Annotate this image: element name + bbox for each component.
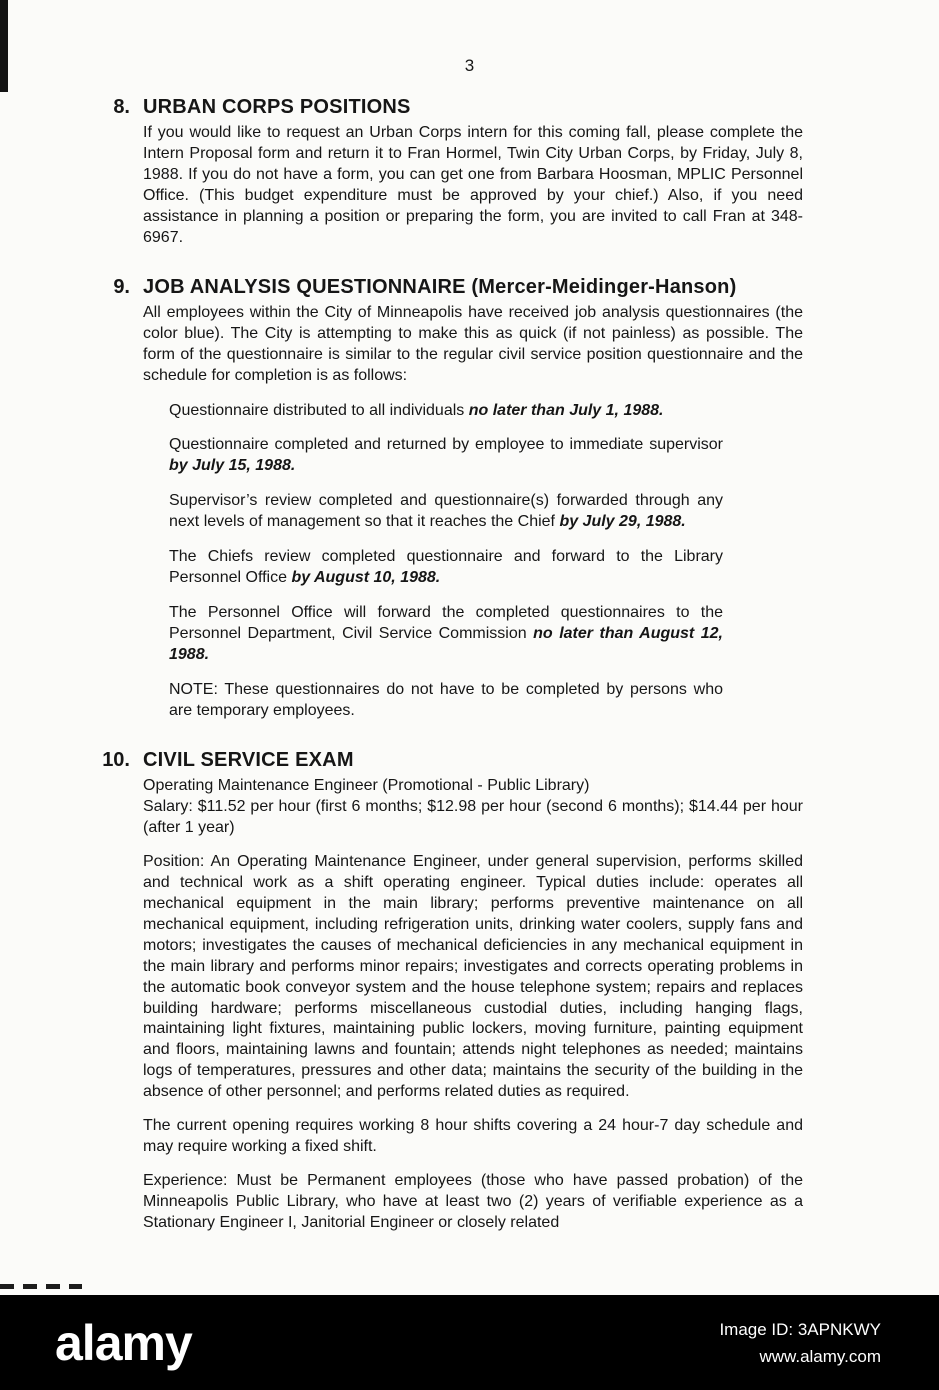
section-title: URBAN CORPS POSITIONS xyxy=(143,96,411,118)
page-content xyxy=(102,96,803,1261)
section-number: 8. xyxy=(113,96,130,118)
section-civil-service-exam xyxy=(102,748,803,1234)
alamy-watermark-bar xyxy=(0,1295,939,1390)
schedule-item xyxy=(169,401,723,422)
image-id-text: Image ID: 3APNKWY xyxy=(719,1319,881,1339)
position-name-line: Operating Maintenance Engineer (Promotional - Public Library) xyxy=(143,776,590,794)
schedule-item-deadline: by August 10, 1988. xyxy=(291,569,441,587)
schedule-item-text: The Personnel Office will forward the completed questionnaires to the Personnel Department, Civil Service Commission xyxy=(169,604,723,643)
schedule-item-deadline: no later than July 1, 1988. xyxy=(468,401,664,419)
salary-line: Salary: $11.52 per hour (first 6 months; $12.98 per hour (second 6 months); $14.44 per hour (after 1 year) xyxy=(143,797,803,836)
section-title: CIVIL SERVICE EXAM xyxy=(143,748,354,771)
alamy-url-text: www.alamy.com xyxy=(759,1346,881,1366)
schedule-item-text: Supervisor’s review completed and questionnaire(s) forwarded through any next levels of management so that it reaches the Chief xyxy=(169,492,723,531)
alamy-logo: alamy xyxy=(55,1314,192,1371)
page-number: 3 xyxy=(464,56,475,75)
experience-paragraph: Experience: Must be Permanent employees (those who have passed probation) of the Minneapolis Public Library, who have at least two (2) years of verifiable experience as a Stationary Engineer I, Janitorial Engineer or closely related xyxy=(143,1172,803,1232)
section-body: If you would like to request an Urban Corps intern for this coming fall, please complete the Intern Proposal form and return it to Fran Hormel, Twin City Urban Corps, by Friday, July 8, 1988. If you do not have a form, you can get one from Barbara Hoosman, MPLIC Personnel Office. (This budget expenditure must be approved by your chief.) Also, if you need assistance in planning a position or preparing the form, you are invited to call Fran at 348-6967. xyxy=(143,124,803,246)
schedule-item-deadline: no later than August 12, 1988. xyxy=(169,625,723,664)
schedule-item xyxy=(169,435,723,477)
schedule-item-text: Questionnaire distributed to all individuals xyxy=(169,401,469,419)
schedule-item-deadline: by July 29, 1988. xyxy=(559,513,686,531)
schedule-item xyxy=(169,547,723,589)
watermark-meta xyxy=(719,1316,881,1370)
section-title: JOB ANALYSIS QUESTIONNAIRE (Mercer-Meidinger-Hanson) xyxy=(143,275,737,298)
section-intro: All employees within the City of Minneapolis have received job analysis questionnaires (the color blue). The City is attempting to make this as quick (if not painless) as possible. The form of the questionnaire is similar to the regular civil service position questionnaire and the schedule for completion is as follows: xyxy=(143,303,803,384)
schedule-item xyxy=(169,491,723,533)
section-number: 9. xyxy=(113,275,130,298)
section-urban-corps-positions xyxy=(113,96,803,249)
note-paragraph xyxy=(169,680,723,722)
section-job-analysis-questionnaire xyxy=(113,275,803,722)
schedule-item-text: The Chiefs review completed questionnaire and forward to the Library Personnel Office xyxy=(169,548,723,587)
schedule-item xyxy=(169,603,723,666)
section-number: 10. xyxy=(102,748,130,771)
position-description: Position: An Operating Maintenance Engineer, under general supervision, performs skilled and technical work as a shift operating engineer. Typical duties include: operates all mechanical equipment in the main library; performs preventive maintenance on all mechanical equipment, including refrigeration units, drinking water coolers, supply fans and motors; investigates the causes of mechanical deficiencies in any mechanical equipment in the main library and performs minor repairs; investigates and corrects operating problems in the automatic book conveyor system and the house telephone system; repairs and replaces building hardware; performs miscellaneous custodial duties, including hanging flags, maintaining light fixtures, maintaining public lockers, moving furniture, painting equipment and floors, maintaining lawns and fountain; attends night telephones as needed; maintains logs of temperatures, pressures and other data; maintains the security of the building in the absence of other personnel; and performs related duties as required. xyxy=(143,852,803,1101)
current-opening-paragraph: The current opening requires working 8 hour shifts covering a 24 hour-7 day schedule and may require working a fixed shift. xyxy=(143,1117,803,1156)
schedule-item-text: Questionnaire completed and returned by employee to immediate supervisor xyxy=(169,436,723,454)
note-text: NOTE: These questionnaires do not have to be completed by persons who are temporary employees. xyxy=(169,681,723,720)
schedule-item-deadline: by July 15, 1988. xyxy=(169,457,296,475)
